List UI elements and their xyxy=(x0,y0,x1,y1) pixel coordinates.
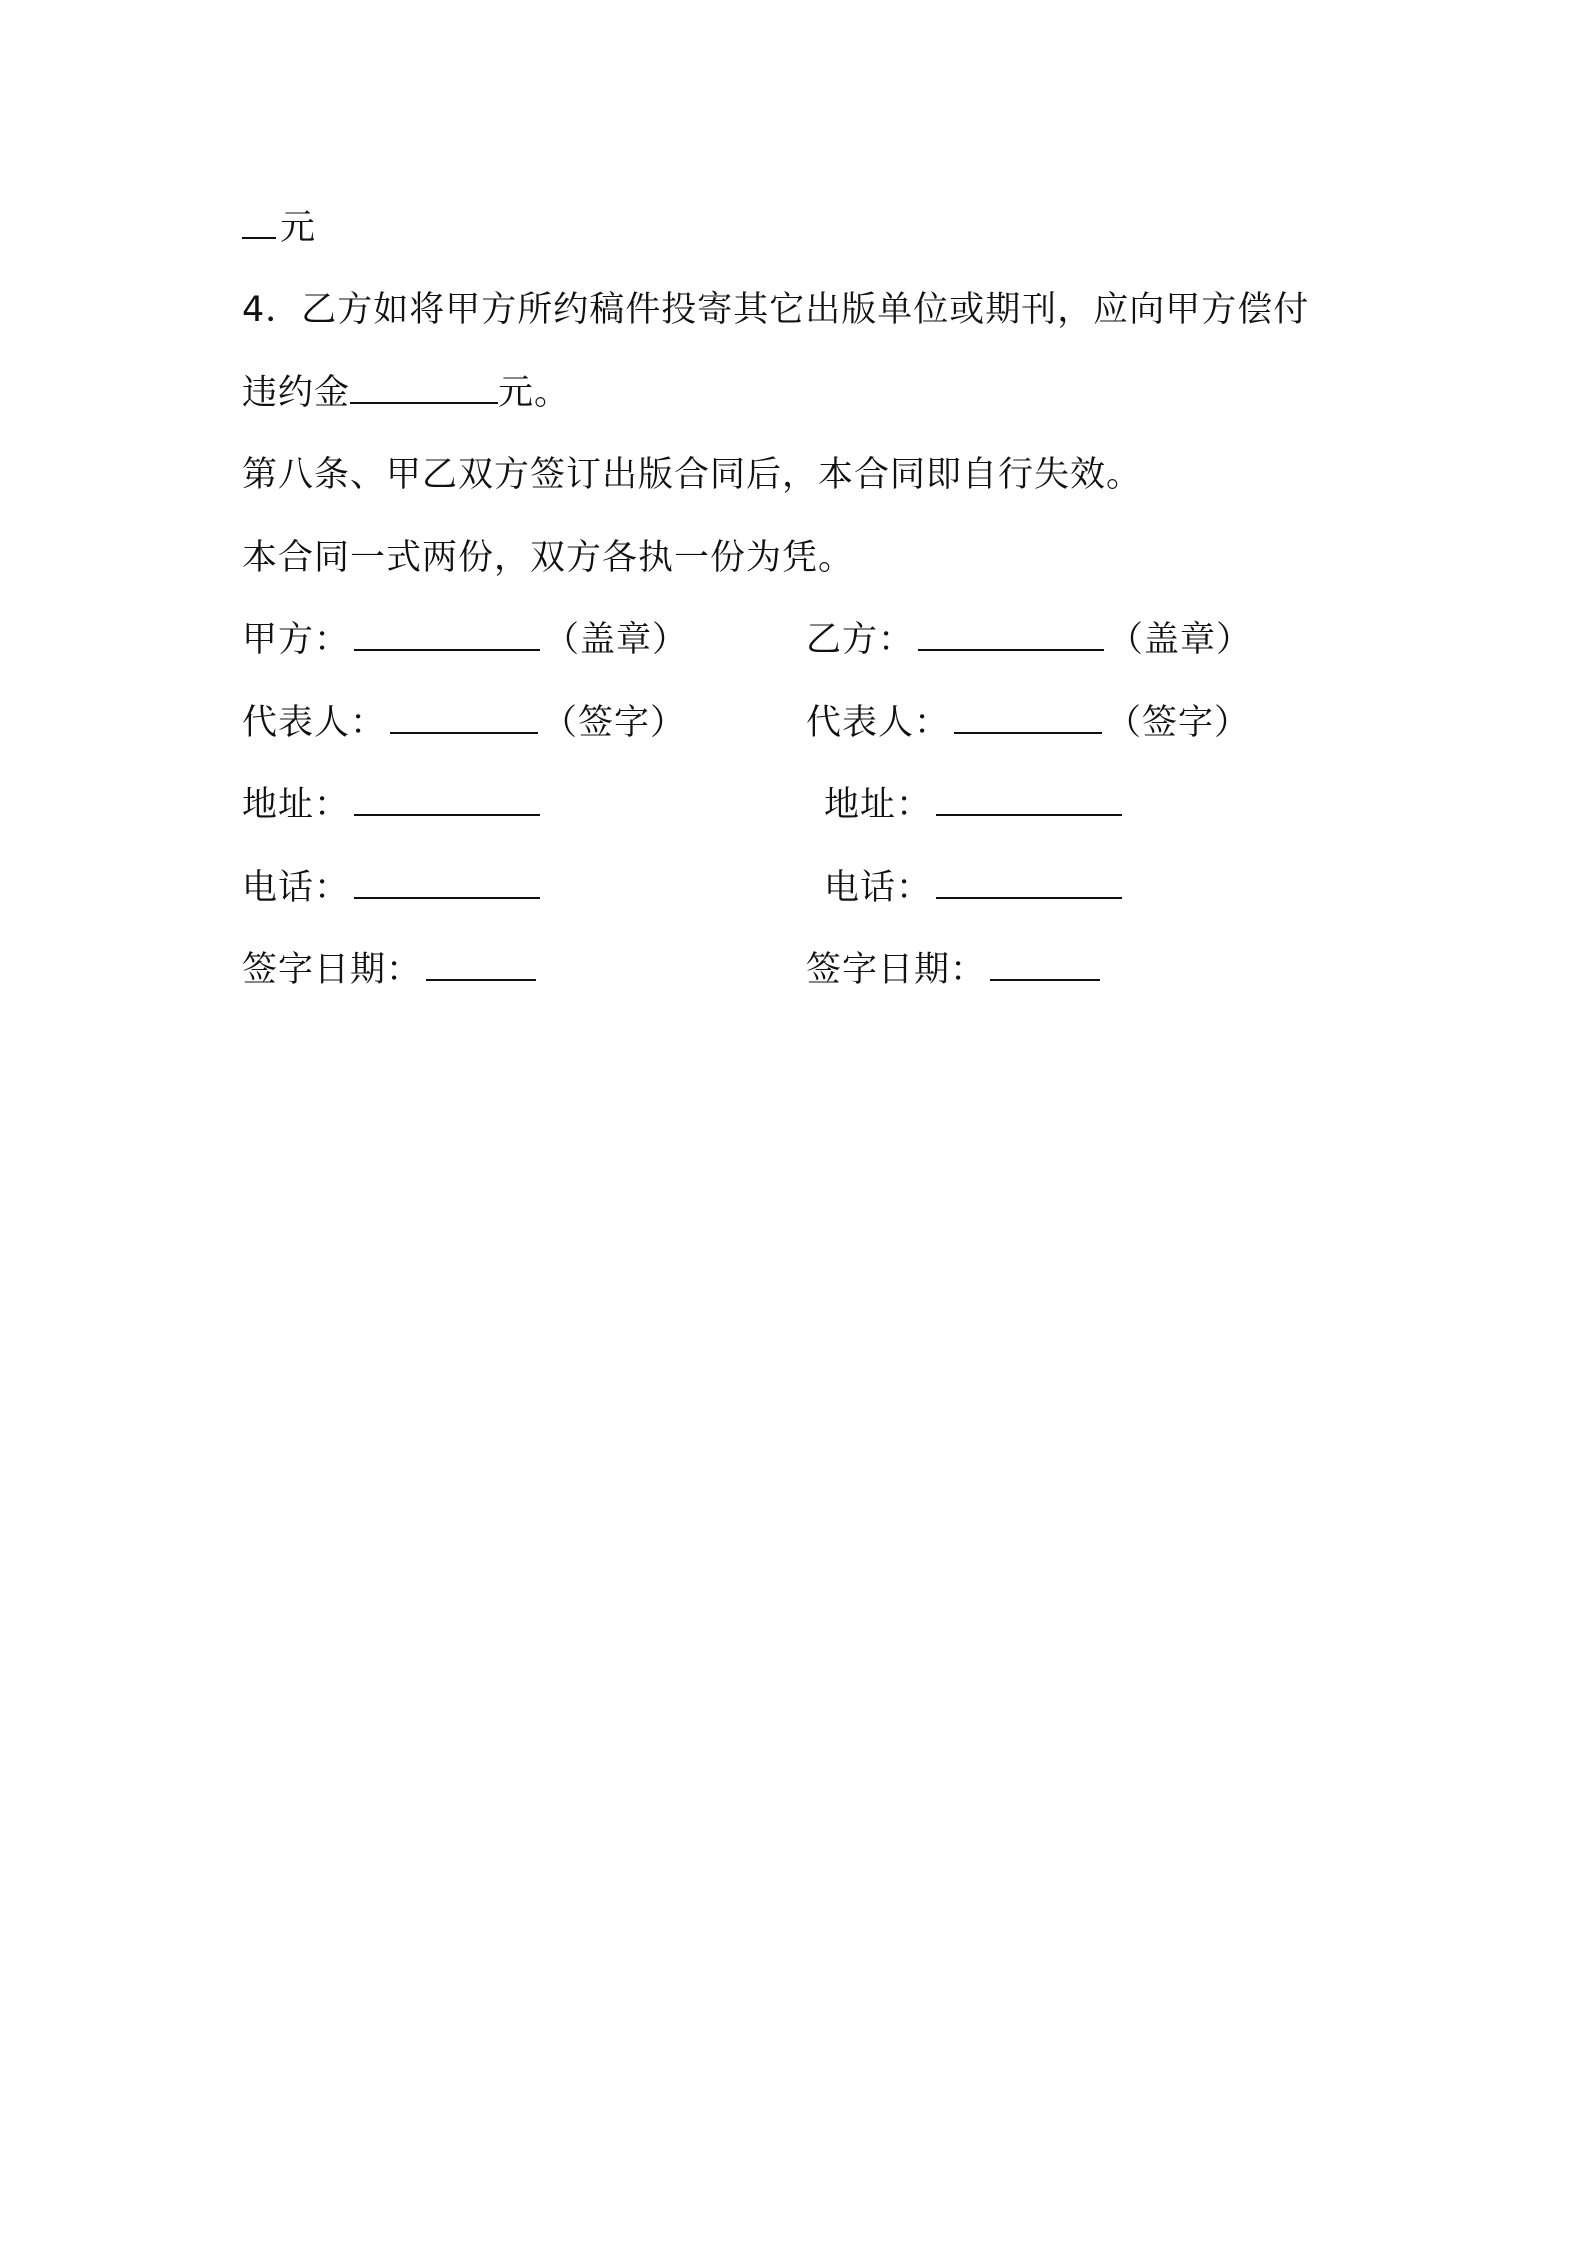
clause-4-line-1 xyxy=(242,288,1309,332)
party-a-date-blank xyxy=(426,949,536,981)
article-8: 第八条、甲乙双方签订出版合同后，本合同即自行失效。 xyxy=(242,455,1143,495)
party-a-label: 甲方： xyxy=(242,620,351,660)
penalty-blank xyxy=(350,372,498,404)
yuan-suffix: 元 xyxy=(280,208,317,248)
party-b-rep-row xyxy=(806,701,1250,745)
party-a-address-blank xyxy=(354,784,540,816)
amount-line xyxy=(242,206,316,250)
party-b-address-label: 地址： xyxy=(824,785,933,825)
party-b-label: 乙方： xyxy=(806,620,915,660)
copies-statement: 本合同一式两份，双方各执一份为凭。 xyxy=(242,538,855,578)
clause-4-number: 4． xyxy=(242,290,302,330)
party-a-date-row xyxy=(242,948,540,992)
party-a-rep-row xyxy=(242,701,686,745)
party-a-phone-label: 电话： xyxy=(242,868,351,908)
penalty-unit: 元。 xyxy=(498,373,571,413)
party-a-seal-note: （盖章） xyxy=(544,620,689,660)
party-b-phone-blank xyxy=(936,867,1122,899)
party-b-date-label: 签字日期： xyxy=(806,950,987,990)
clause-4-line-2 xyxy=(242,371,570,415)
amount-blank xyxy=(242,207,276,239)
party-a-phone-row xyxy=(242,866,544,910)
party-b-sign-note: （签字） xyxy=(1106,703,1251,743)
party-b-address-row xyxy=(824,783,1126,827)
party-b-row xyxy=(806,618,1252,662)
party-a-address-row xyxy=(242,783,544,827)
party-a-row xyxy=(242,618,688,662)
party-b-phone-label: 电话： xyxy=(824,868,933,908)
penalty-label: 违约金 xyxy=(242,373,351,413)
party-b-date-blank xyxy=(990,949,1100,981)
party-b-date-row xyxy=(806,948,1104,992)
party-b-rep-blank xyxy=(954,702,1102,734)
party-a-rep-label: 代表人： xyxy=(242,703,387,743)
party-a-sign-note: （签字） xyxy=(542,703,687,743)
party-b-seal-note: （盖章） xyxy=(1108,620,1253,660)
clause-4-text: 乙方如将甲方所约稿件投寄其它出版单位或期刊，应向甲方偿付 xyxy=(301,290,1310,330)
party-a-date-label: 签字日期： xyxy=(242,950,423,990)
party-a-blank xyxy=(354,619,540,651)
party-b-address-blank xyxy=(936,784,1122,816)
party-a-address-label: 地址： xyxy=(242,785,351,825)
party-a-rep-blank xyxy=(390,702,538,734)
party-b-phone-row xyxy=(824,866,1126,910)
party-a-phone-blank xyxy=(354,867,540,899)
party-b-blank xyxy=(918,619,1104,651)
party-b-rep-label: 代表人： xyxy=(806,703,951,743)
